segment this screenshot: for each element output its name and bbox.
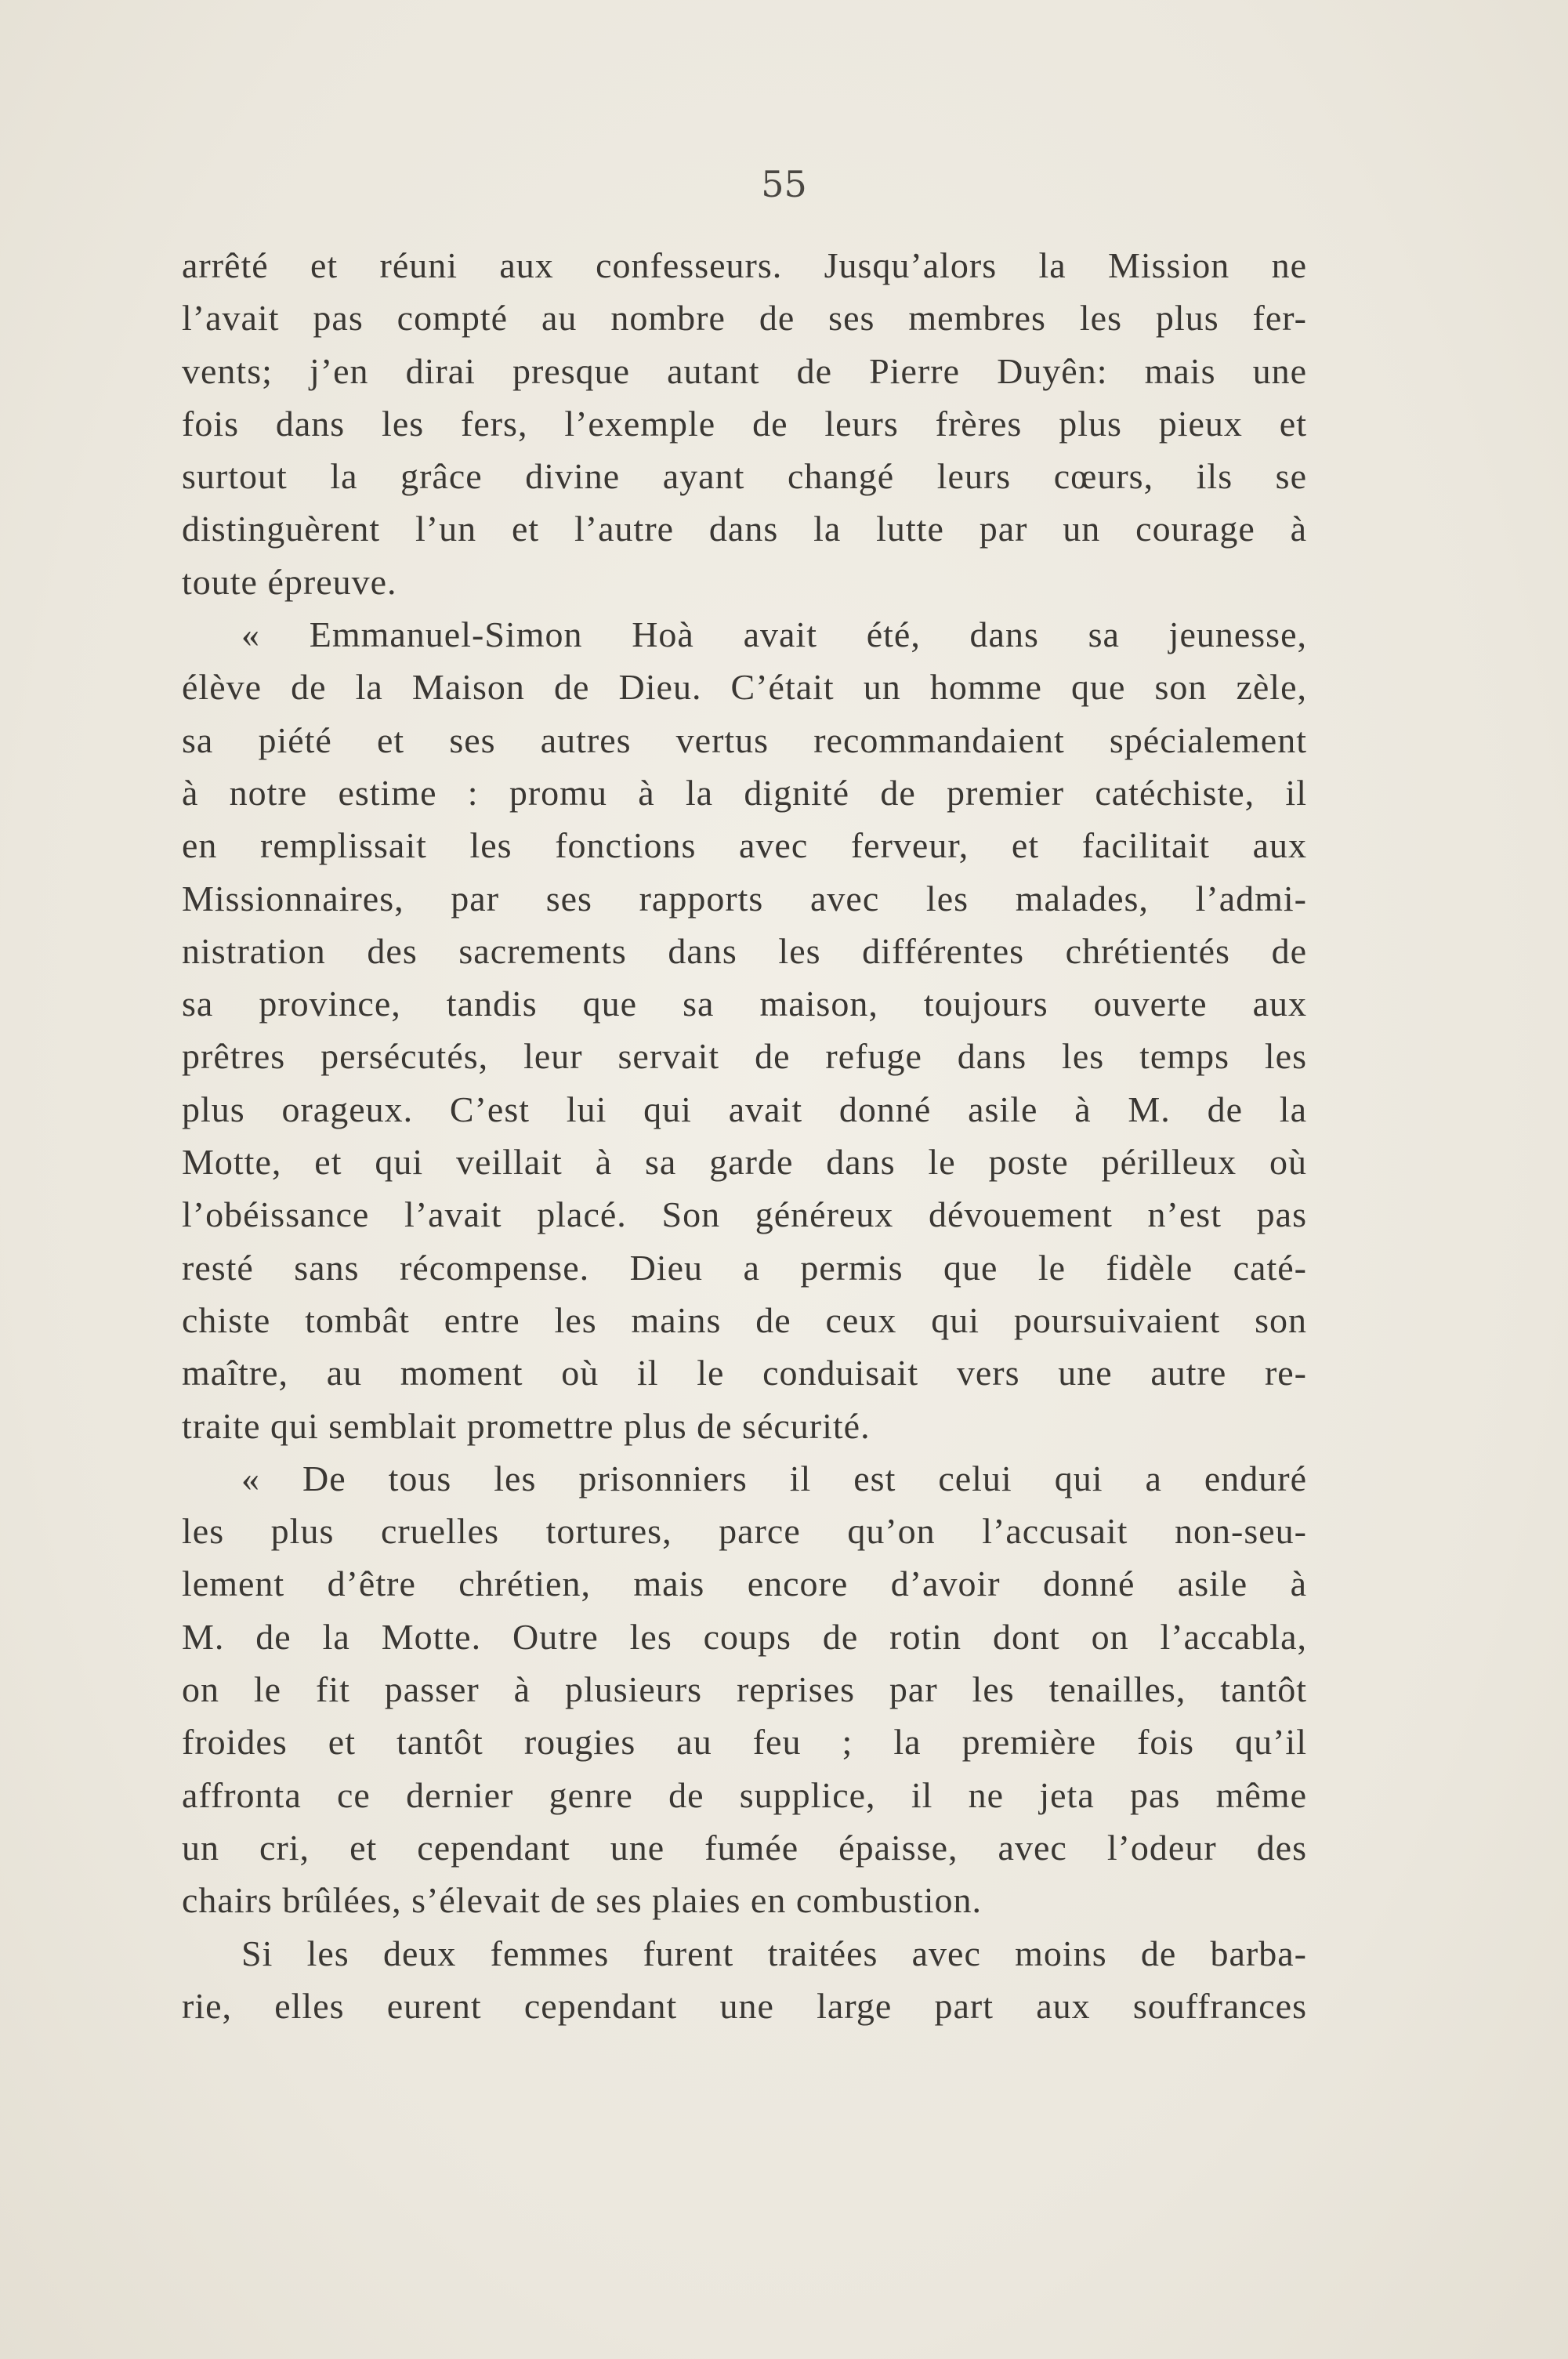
- text-line: l’avait pas compté au nombre de ses membres les plus fer-: [182, 298, 1307, 339]
- text-line: M. de la Motte. Outre les coups de rotin dont on l’accabla,: [182, 1616, 1307, 1657]
- text-line: resté sans récompense. Dieu a permis que le fidèle caté-: [182, 1247, 1307, 1288]
- text-line: distinguèrent l’un et l’autre dans la lutte par un courage à: [182, 509, 1307, 549]
- text-line: on le fit passer à plusieurs reprises par les tenailles, tantôt: [182, 1669, 1307, 1710]
- text-line: prêtres persécutés, leur servait de refuge dans les temps les: [182, 1036, 1307, 1077]
- text-line: maître, au moment où il le conduisait vers une autre re-: [182, 1353, 1307, 1393]
- text-line: un cri, et cependant une fumée épaisse, avec l’odeur des: [182, 1827, 1307, 1868]
- body-text: [182, 239, 1307, 2032]
- text-line: plus orageux. C’est lui qui avait donné asile à M. de la: [182, 1089, 1307, 1129]
- text-line: affronta ce dernier genre de supplice, il ne jeta pas même: [182, 1774, 1307, 1815]
- text-line: élève de la Maison de Dieu. C’était un homme que son zèle,: [182, 667, 1307, 708]
- text-line: chiste tombât entre les mains de ceux qui poursuivaient son: [182, 1299, 1307, 1340]
- text-line: sa piété et ses autres vertus recommandaient spécialement: [182, 719, 1307, 760]
- text-line: en remplissait les fonctions avec ferveur, et facilitait aux: [182, 825, 1307, 866]
- text-line: les plus cruelles tortures, parce qu’on l’accusait non-seu-: [182, 1511, 1307, 1552]
- text-line: arrêté et réuni aux confesseurs. Jusqu’alors la Mission ne: [182, 245, 1307, 285]
- text-line: lement d’être chrétien, mais encore d’avoir donné asile à: [182, 1564, 1307, 1604]
- text-line: rie, elles eurent cependant une large part aux souffrances: [182, 1985, 1307, 2026]
- text-line: l’obéissance l’avait placé. Son généreux dévouement n’est pas: [182, 1194, 1307, 1235]
- page-number: 55: [761, 163, 807, 205]
- text-line: nistration des sacrements dans les différentes chrétientés de: [182, 930, 1307, 971]
- text-line: Missionnaires, par ses rapports avec les malades, l’admi-: [182, 878, 1307, 919]
- text-line: sa province, tandis que sa maison, toujours ouverte aux: [182, 984, 1307, 1024]
- text-line: froides et tantôt rougies au feu ; la première fois qu’il: [182, 1722, 1307, 1763]
- text-line: Si les deux femmes furent traitées avec moins de barba-: [241, 1933, 1307, 1973]
- text-line: surtout la grâce divine ayant changé leurs cœurs, ils se: [182, 456, 1307, 497]
- text-line: traite qui semblait promettre plus de sécurité.: [182, 1405, 871, 1446]
- text-line: fois dans les fers, l’exemple de leurs frères plus pieux et: [182, 403, 1307, 444]
- text-line: « Emmanuel-Simon Hoà avait été, dans sa jeunesse,: [241, 614, 1307, 655]
- text-line: « De tous les prisonniers il est celui qui a enduré: [241, 1458, 1307, 1498]
- text-line: à notre estime : promu à la dignité de premier catéchiste, il: [182, 772, 1307, 813]
- text-line: chairs brûlées, s’élevait de ses plaies en combustion.: [182, 1880, 982, 1921]
- text-line: toute épreuve.: [182, 561, 397, 602]
- text-line: Motte, et qui veillait à sa garde dans le poste périlleux où: [182, 1142, 1307, 1183]
- text-line: vents; j’en dirai presque autant de Pierre Duyên: mais une: [182, 350, 1307, 391]
